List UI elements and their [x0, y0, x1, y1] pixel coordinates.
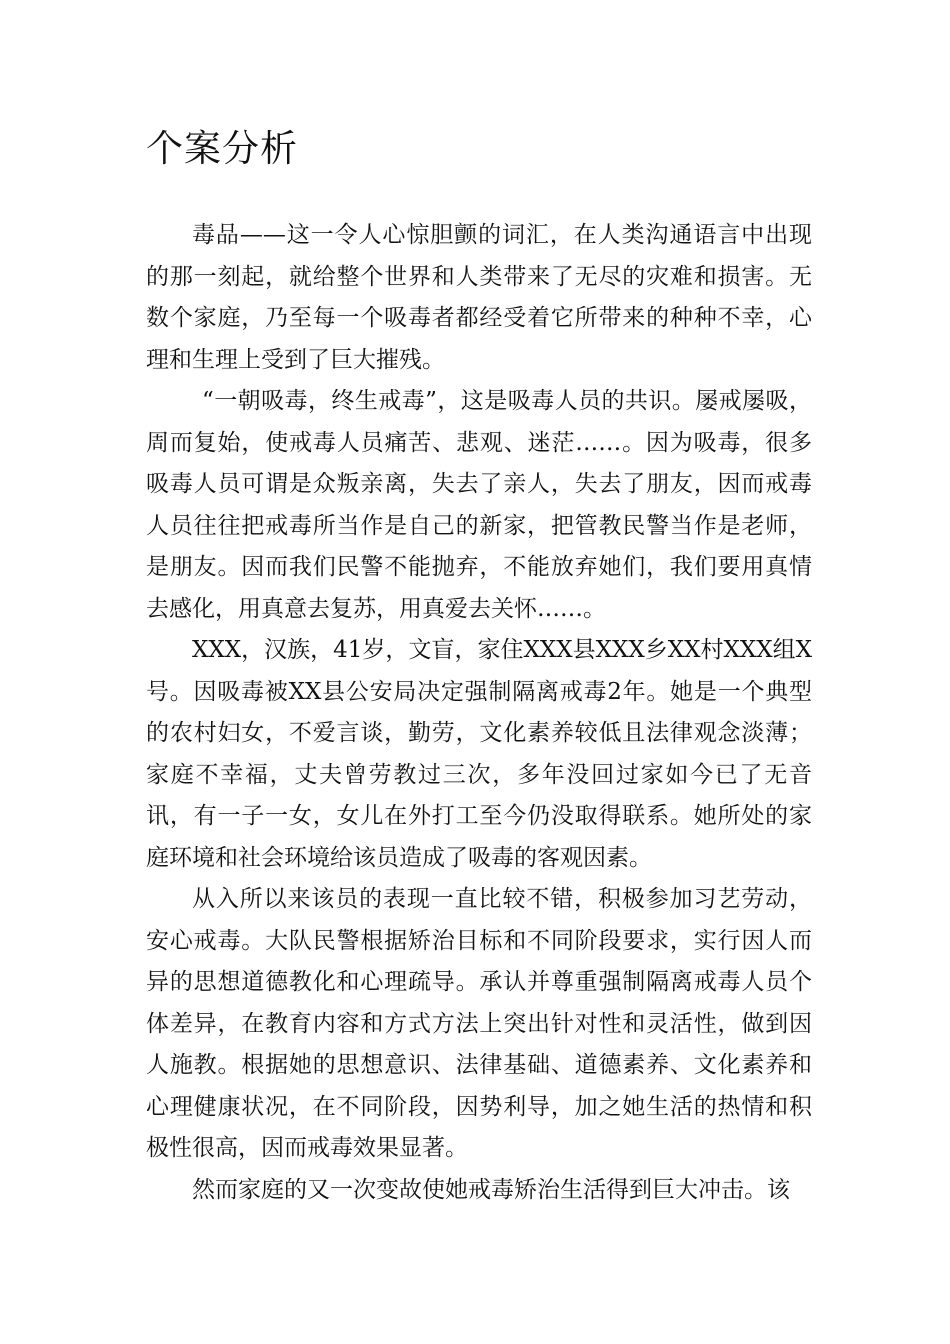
paragraph-profile: XXX，汉族，41岁，文盲，家住XXX县XXX乡XX村XXX组X号。因吸毒被XX县公安局决定强制隔离戒毒2年。她是一个典型的农村妇女，不爱言谈，勤劳，文化素养较低且法律观念淡薄；家庭不幸福，丈夫曾劳教过三次，多年没回过家如今已了无音讯，有一子一女，女儿在外打工至今仍没取得联系。她所处的家庭环境和社会环境给该员造成了吸毒的客观因素。 — [146, 637, 812, 871]
document-title: 个案分析 — [146, 127, 298, 170]
document-body — [146, 215, 812, 1211]
paragraph-performance: 从入所以来该员的表现一直比较不错，积极参加习艺劳动，安心戒毒。大队民警根据矫治目标和不同阶段要求，实行因人而异的思想道德教化和心理疏导。承认并尊重强制隔离戒毒人员个体差异，在教育内容和方式方法上突出针对性和灵活性，做到因人施教。根据她的思想意识、法律基础、道德素养、文化素养和心理健康状况，在不同阶段，因势利导，加之她生活的热情和积极性很高，因而戒毒效果显著。 — [146, 886, 812, 1161]
paragraph-change: 然而家庭的又一次变故使她戒毒矫治生活得到巨大冲击。该 — [192, 1176, 790, 1203]
paragraph-quote: “一朝吸毒，终生戒毒”，这是吸毒人员的共识。屡戒屡吸，周而复始，使戒毒人员痛苦、悲观、迷茫……。因为吸毒，很多吸毒人员可谓是众叛亲离，失去了亲人，失去了朋友，因而戒毒人员往往把戒毒所当作是自己的新家，把管教民警当作是老师，是朋友。因而我们民警不能抛弃，不能放弃她们，我们要用真情去感化，用真意去复苏，用真爱去关怀……。 — [146, 388, 812, 622]
paragraph-intro: 毒品——这一令人心惊胆颤的词汇，在人类沟通语言中出现的那一刻起，就给整个世界和人类带来了无尽的灾难和损害。无数个家庭，乃至每一个吸毒者都经受着它所带来的种种不幸，心理和生理上受到了巨大摧残。 — [146, 222, 812, 373]
